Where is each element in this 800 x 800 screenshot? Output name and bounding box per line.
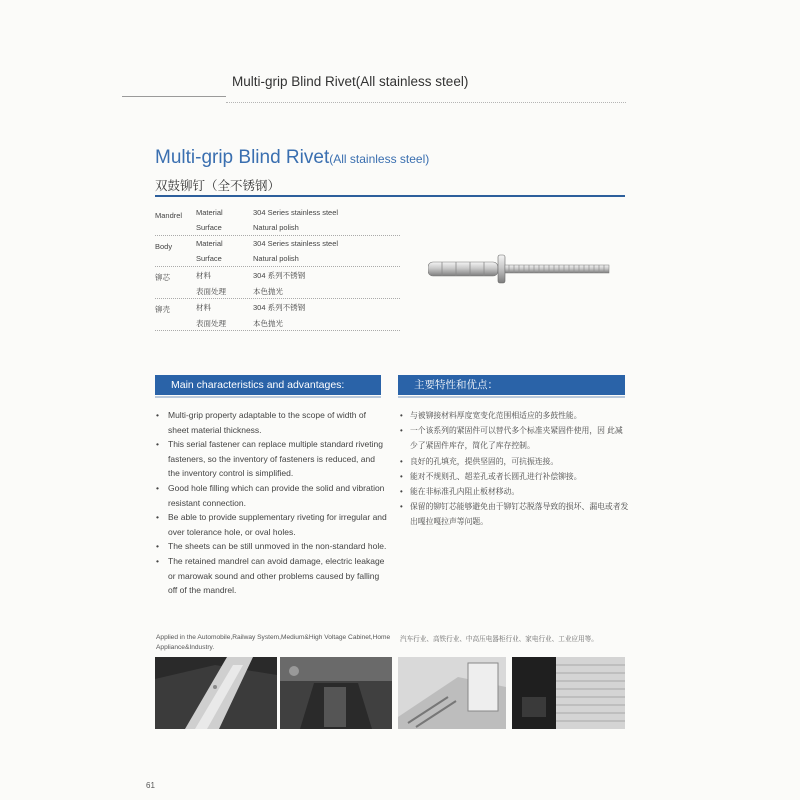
product-subtitle-cn: 双鼓铆钉（全不锈钢） [155,179,281,193]
spec-label: 表面处理 [196,319,226,328]
spec-value: 本色抛光 [253,319,283,328]
spec-value: Natural polish [253,223,299,232]
spec-value: 304 系列不锈钢 [253,271,306,280]
feature-item: • Multi-grip property adaptable to the scope of width of sheet material thickness. [156,408,388,437]
applications-text-cn: 汽车行业、高铁行业、中高压电器柜行业、家电行业、工业应用等。 [400,636,598,643]
rivet-image [428,252,612,286]
feature-item: • 保留的铆钉芯能够避免由于铆钉芯脱落导致的损坏、漏电或者发出嘎拉嘎拉声等问题。 [400,499,630,529]
spec-divider [155,330,400,331]
spec-label: 材料 [196,303,211,312]
photo-automobile [155,657,277,729]
photo-railway [280,657,392,729]
features-list-cn [400,408,630,530]
feature-item: • 能对不规则孔、超差孔或者长圆孔进行补偿铆接。 [400,469,630,484]
page-number: 61 [146,781,155,790]
spec-label: Surface [196,254,222,263]
photo-home-appliance [512,657,625,729]
feature-item: • 与被铆接材料厚度宽变化范围相适应的多鼓性能。 [400,408,630,423]
feature-item: • The retained mandrel can avoid damage, electric leakage or marowak sound and other problems caused by falling off of the mandrel. [156,554,388,598]
applications-text-en: Applied in the Automobile,Railway System,Medium&High Voltage Cabinet,Home Appliance&Industry. [156,634,391,651]
heading-underline [155,396,381,398]
spec-label: Surface [196,223,222,232]
spec-value: 304 系列不锈钢 [253,303,306,312]
spec-group-mandrel-cn: 铆芯 [155,273,170,282]
header-divider [122,96,226,97]
spec-value: Natural polish [253,254,299,263]
feature-item: • 能在非标准孔内阻止板材移动。 [400,484,630,499]
feature-item: • The sheets can be still unmoved in the non-standard hole. [156,539,388,554]
spec-divider [155,266,400,267]
spec-group-mandrel: Mandrel [155,211,183,220]
product-title-main: Multi-grip Blind Rivet [155,147,330,168]
spec-value: 304 Series stainless steel [253,239,339,248]
feature-item: • 良好的孔填充，提供坚固的，可抗振连接。 [400,454,630,469]
features-heading-en: Main characteristics and advantages: [155,375,381,395]
spec-label: 材料 [196,271,211,280]
feature-item: • Good hole filling which can provide the solid and vibration resistant connection. [156,481,388,510]
features-heading-cn: 主要特性和优点： [398,375,625,395]
feature-item: • Be able to provide supplementary riveting for irregular and over tolerance hole, or oval holes. [156,510,388,539]
spec-group-body-cn: 铆壳 [155,305,170,314]
feature-item: • This serial fastener can replace multiple standard riveting fasteners, so the inventory of fasteners is reduced, and the inventory control is simplified. [156,437,388,481]
page-header-title: Multi-grip Blind Rivet(All stainless steel) [232,74,469,89]
product-title [155,147,429,169]
header-dotted-rule [226,102,626,103]
spec-divider [155,298,400,299]
spec-value: 本色抛光 [253,287,283,296]
spec-label: Material [196,239,223,248]
spec-label: 表面处理 [196,287,226,296]
spec-divider [155,235,400,236]
feature-item: • 一个该系列的紧固件可以替代多个标准夹紧固件使用，因 此减少了紧固件库存，简化了库存控制。 [400,423,630,453]
title-rule [155,195,625,197]
spec-group-body: Body [155,242,173,251]
spec-value: 304 Series stainless steel [253,208,339,217]
features-list-en [156,408,388,598]
product-title-suffix: (All stainless steel) [329,152,430,166]
spec-label: Material [196,208,223,217]
heading-underline [398,396,625,398]
photo-cabinet [398,657,506,729]
